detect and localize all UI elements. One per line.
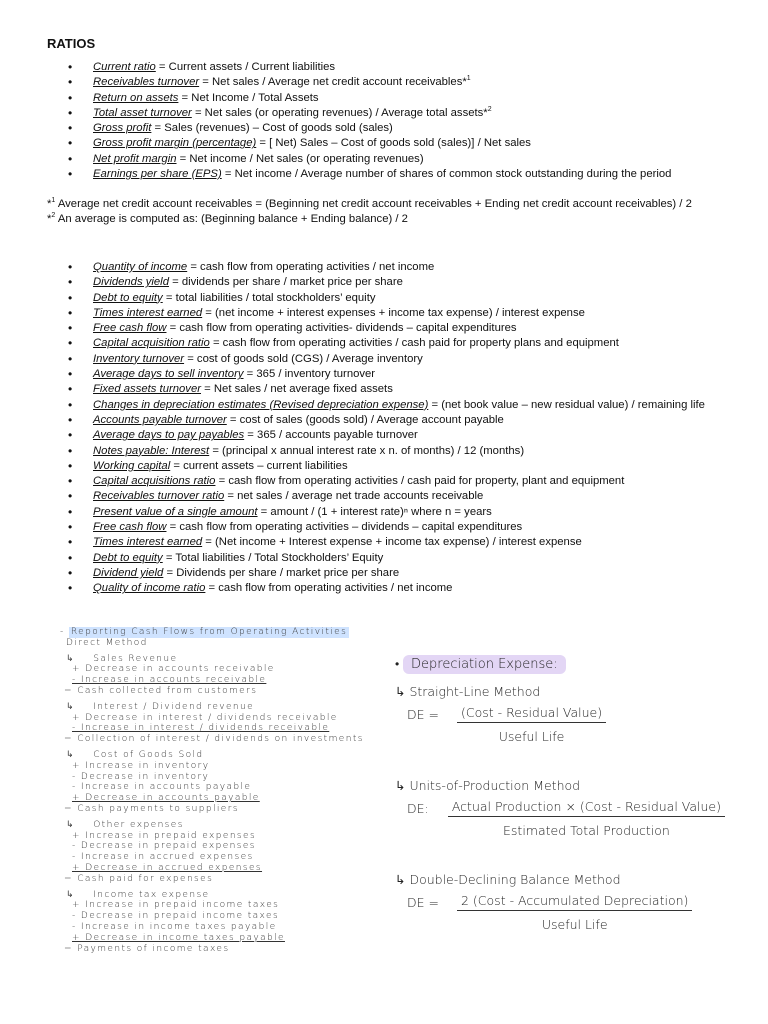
list-item xyxy=(0,428,768,443)
cash-flow-line: - Increase in interest / dividends receivable xyxy=(72,723,330,734)
list-item xyxy=(0,321,768,336)
ratio-term: Average days to pay payables xyxy=(93,429,245,442)
cash-flow-line: + Decrease in accrued expenses xyxy=(72,862,263,873)
cash-flow-title: Reporting Cash Flows from Operating Activities xyxy=(70,627,348,637)
handwritten-depreciation-notes xyxy=(395,655,725,932)
ratio-term: Changes in depreciation estimates (Revised depreciation expense) xyxy=(93,398,429,411)
list-item xyxy=(0,336,768,351)
ratio-term: Debt to equity xyxy=(93,291,163,304)
depreciation-title-line: • Depreciation Expense: xyxy=(395,655,725,674)
formula-lhs: DE = xyxy=(407,707,439,722)
list-item xyxy=(0,75,768,90)
list-item xyxy=(0,505,768,520)
ratio-definition: = (net income + interest expenses + income tax expense) / interest expense xyxy=(202,306,585,319)
cash-flow-result: = Collection of interest / dividends on investments xyxy=(64,734,364,745)
depreciation-method xyxy=(395,778,725,838)
ratio-definition: = 365 / inventory turnover xyxy=(243,368,376,381)
cash-flow-line: + Increase in prepaid expenses xyxy=(72,830,257,841)
ratio-term: Debt to equity xyxy=(93,551,163,564)
cash-flow-group xyxy=(60,820,400,885)
footnote xyxy=(47,212,727,227)
cash-flow-group xyxy=(60,890,400,955)
cash-flow-group xyxy=(60,654,400,697)
cash-flow-line: + Decrease in accounts receivable xyxy=(72,664,275,675)
list-item xyxy=(0,352,768,367)
ratio-term: Receivables turnover ratio xyxy=(93,490,225,503)
cash-flow-line: - Decrease in prepaid expenses xyxy=(72,841,256,852)
footnote-number: 1 xyxy=(51,197,56,205)
cash-flow-group-head: ↳ Interest / Dividend revenue xyxy=(66,701,255,712)
cash-flow-line: - Decrease in inventory xyxy=(72,771,210,782)
ratio-definition: = 365 / accounts payable turnover xyxy=(244,429,418,442)
list-item xyxy=(0,535,768,550)
formula-numerator: 2 (Cost - Accumulated Depreciation) xyxy=(457,893,692,911)
formula-fraction xyxy=(448,799,725,838)
ratio-term: Dividend yield xyxy=(93,566,164,579)
ratio-definition: = Net sales (or operating revenues) / Average total assets* xyxy=(191,106,488,119)
cash-flow-group-head: ↳ Other expenses xyxy=(66,819,184,830)
ratio-term: Present value of a single amount xyxy=(93,505,258,518)
depreciation-title: Depreciation Expense: xyxy=(403,655,566,674)
footnote-text: An average is computed as: (Beginning balance + Ending balance) / 2 xyxy=(55,213,408,226)
footnotes xyxy=(47,197,727,228)
group-head-text: Cost of Goods Sold xyxy=(93,749,204,760)
formula-denominator: Useful Life xyxy=(541,917,608,932)
ratio-term: Total asset turnover xyxy=(93,106,192,119)
ratio-definition: = (principal x annual interest rate x n. of months) / 12 (months) xyxy=(209,444,525,457)
method-name-text: Straight-Line Method xyxy=(409,684,541,699)
ratio-definition: = amount / (1 + interest rate)ⁿ where n = years xyxy=(257,505,492,518)
cash-flow-group-head: ↳ Sales Revenue xyxy=(66,653,178,664)
cash-flow-group xyxy=(60,750,400,815)
list-item xyxy=(0,413,768,428)
list-item xyxy=(0,382,768,397)
cash-flow-result: = Cash collected from customers xyxy=(64,685,258,696)
list-item xyxy=(0,566,768,581)
depreciation-formula xyxy=(395,893,725,932)
cash-flow-line: + Decrease in accounts payable xyxy=(72,793,260,804)
ratio-definition: = cash flow from operating activities / cash paid for property, plant and equipment xyxy=(215,475,625,488)
cash-flow-line: + Decrease in interest / dividends receivable xyxy=(72,712,338,723)
ratio-term: Capital acquisitions ratio xyxy=(93,475,216,488)
list-item xyxy=(0,152,768,167)
ratio-definition: = dividends per share / market price per share xyxy=(168,276,403,289)
footnote-marker: 1 xyxy=(466,75,471,83)
ratio-term: Capital acquisition ratio xyxy=(93,337,210,350)
depreciation-method-name: ↳ Units-of-Production Method xyxy=(395,778,581,793)
list-item xyxy=(0,60,768,75)
cash-flow-result: = Cash payments to suppliers xyxy=(64,803,239,814)
group-head-text: Other expenses xyxy=(93,819,184,830)
list-item xyxy=(0,398,768,413)
cash-flow-group xyxy=(60,702,400,745)
list-item xyxy=(0,367,768,382)
list-item xyxy=(0,581,768,596)
ratio-definition: = (net book value – new residual value) / remaining life xyxy=(428,398,705,411)
formula-numerator: Actual Production × (Cost - Residual Value) xyxy=(448,799,725,817)
handwritten-cash-flow-notes xyxy=(60,627,400,954)
ratio-term: Gross profit margin (percentage) xyxy=(93,137,257,150)
cash-flow-result: = Cash paid for expenses xyxy=(64,873,214,884)
list-item xyxy=(0,106,768,121)
ratio-definition: = Current assets / Current liabilities xyxy=(155,61,336,73)
formula-denominator: Useful Life xyxy=(498,729,565,744)
ratio-term: Earnings per share (EPS) xyxy=(93,168,222,181)
formula-numerator: (Cost - Residual Value) xyxy=(457,705,606,723)
ratio-definition: = [ Net) Sales – Cost of goods sold (sales)] / Net sales xyxy=(256,137,531,150)
footnote-number: 2 xyxy=(51,212,56,220)
ratio-definition: = cash flow from operating activities / cash paid for property plans and equipment xyxy=(209,337,619,350)
ratio-term: Times interest earned xyxy=(93,536,203,549)
ratio-term: Current ratio xyxy=(93,61,156,73)
group-head-text: Sales Revenue xyxy=(93,653,178,664)
ratio-term: Average days to sell inventory xyxy=(93,368,244,381)
ratio-definition: = cash flow from operating activities- dividends – capital expenditures xyxy=(166,322,517,335)
ratio-definition: = current assets – current liabilities xyxy=(170,459,348,472)
ratio-definition: = Net sales / Average net credit account receivables* xyxy=(199,76,467,89)
ratio-definition: = Net income / Net sales (or operating revenues) xyxy=(176,152,424,165)
footnote-mark: * xyxy=(47,198,52,210)
group-head-text: Interest / Dividend revenue xyxy=(93,701,255,712)
ratio-definition: = Total liabilities / Total Stockholders’ Equity xyxy=(162,551,384,564)
list-item xyxy=(0,306,768,321)
formula-lhs: DE: xyxy=(407,801,429,816)
formula-lhs: DE = xyxy=(407,895,439,910)
list-item xyxy=(0,167,768,182)
depreciation-method xyxy=(395,684,725,744)
ratio-definition: = cash flow from operating activities / net income xyxy=(187,261,435,273)
ratio-term: Gross profit xyxy=(93,122,152,135)
ratio-term: Quantity of income xyxy=(93,261,188,273)
footnote xyxy=(47,197,727,212)
cash-flow-method: Direct Method xyxy=(66,637,148,648)
cash-flow-group-head: ↳ Income tax expense xyxy=(66,889,210,900)
ratios-list-primary xyxy=(0,60,768,182)
cash-flow-line: + Increase in inventory xyxy=(72,760,210,771)
list-item xyxy=(0,520,768,535)
depreciation-formula xyxy=(395,705,725,744)
ratio-term: Dividends yield xyxy=(93,276,169,289)
cash-flow-line: + Increase in prepaid income taxes xyxy=(72,900,280,911)
formula-fraction xyxy=(457,705,606,744)
cash-flow-line: - Increase in accounts payable xyxy=(72,782,252,793)
footnote-marker: 2 xyxy=(487,106,492,114)
ratio-definition: = cost of sales (goods sold) / Average account payable xyxy=(226,413,504,426)
cash-flow-result: = Payments of income taxes xyxy=(64,943,230,954)
ratios-list-secondary xyxy=(0,260,768,597)
list-item xyxy=(0,275,768,290)
list-item xyxy=(0,459,768,474)
formula-denominator: Estimated Total Production xyxy=(503,823,670,838)
cash-flow-group-head: ↳ Cost of Goods Sold xyxy=(66,749,204,760)
list-item xyxy=(0,91,768,106)
group-head-text: Income tax expense xyxy=(93,889,210,900)
ratio-term: Return on assets xyxy=(93,91,179,104)
cash-flow-title-line: - Reporting Cash Flows from Operating Activities xyxy=(60,627,348,637)
list-item xyxy=(0,444,768,459)
ratio-definition: = Net Income / Total Assets xyxy=(178,91,319,104)
cash-flow-line: + Decrease in income taxes payable xyxy=(72,932,285,943)
footnote-mark: * xyxy=(47,213,52,226)
list-item xyxy=(0,551,768,566)
ratio-term: Times interest earned xyxy=(93,306,203,319)
ratio-term: Free cash flow xyxy=(93,322,167,335)
cash-flow-line: - Increase in accrued expenses xyxy=(72,852,254,863)
heading-ratios: RATIOS xyxy=(47,36,96,51)
ratio-term: Fixed assets turnover xyxy=(93,383,201,396)
formula-fraction xyxy=(457,893,692,932)
ratio-term: Receivables turnover xyxy=(93,76,200,89)
ratio-definition: = (Net income + Interest expense + income tax expense) / interest expense xyxy=(202,536,582,549)
cash-flow-line: - Increase in income taxes payable xyxy=(72,921,277,932)
method-name-text: Double-Declining Balance Method xyxy=(409,872,621,887)
list-item xyxy=(0,136,768,151)
ratio-definition: = Dividends per share / market price per share xyxy=(163,566,400,579)
list-item xyxy=(0,260,768,275)
ratio-term: Free cash flow xyxy=(93,521,167,534)
ratio-definition: = total liabilities / total stockholders’ equity xyxy=(162,291,376,304)
list-item xyxy=(0,489,768,504)
ratio-term: Inventory turnover xyxy=(93,352,185,365)
ratio-definition: = Net sales / net average fixed assets xyxy=(201,383,393,396)
cash-flow-line: - Decrease in prepaid income taxes xyxy=(72,911,280,922)
footnote-text: Average net credit account receivables = (Beginning net credit account receivables + Ending net credit account receivables) / 2 xyxy=(55,198,692,210)
ratio-term: Accounts payable turnover xyxy=(93,413,227,426)
cash-flow-line: - Increase in accounts receivable xyxy=(72,675,267,686)
ratio-definition: = cash flow from operating activities / net income xyxy=(205,582,453,595)
method-name-text: Units-of-Production Method xyxy=(409,778,581,793)
depreciation-method-name: ↳ Double-Declining Balance Method xyxy=(395,872,621,887)
ratio-definition: = cash flow from operating activities – dividends – capital expenditures xyxy=(166,521,523,534)
depreciation-method-name: ↳ Straight-Line Method xyxy=(395,684,541,699)
ratio-term: Quality of income ratio xyxy=(93,582,206,595)
list-item xyxy=(0,121,768,136)
ratio-term: Notes payable: Interest xyxy=(93,444,210,457)
ratio-definition: = Net income / Average number of shares of common stock outstanding during the period xyxy=(221,168,672,181)
depreciation-method xyxy=(395,872,725,932)
depreciation-formula xyxy=(395,799,725,838)
ratio-definition: = net sales / average net trade accounts receivable xyxy=(224,490,484,503)
ratio-definition: = cost of goods sold (CGS) / Average inventory xyxy=(184,352,423,365)
ratio-term: Net profit margin xyxy=(93,152,177,165)
list-item xyxy=(0,474,768,489)
ratio-term: Working capital xyxy=(93,459,171,472)
list-item xyxy=(0,291,768,306)
ratio-definition: = Sales (revenues) – Cost of goods sold (sales) xyxy=(151,122,393,135)
